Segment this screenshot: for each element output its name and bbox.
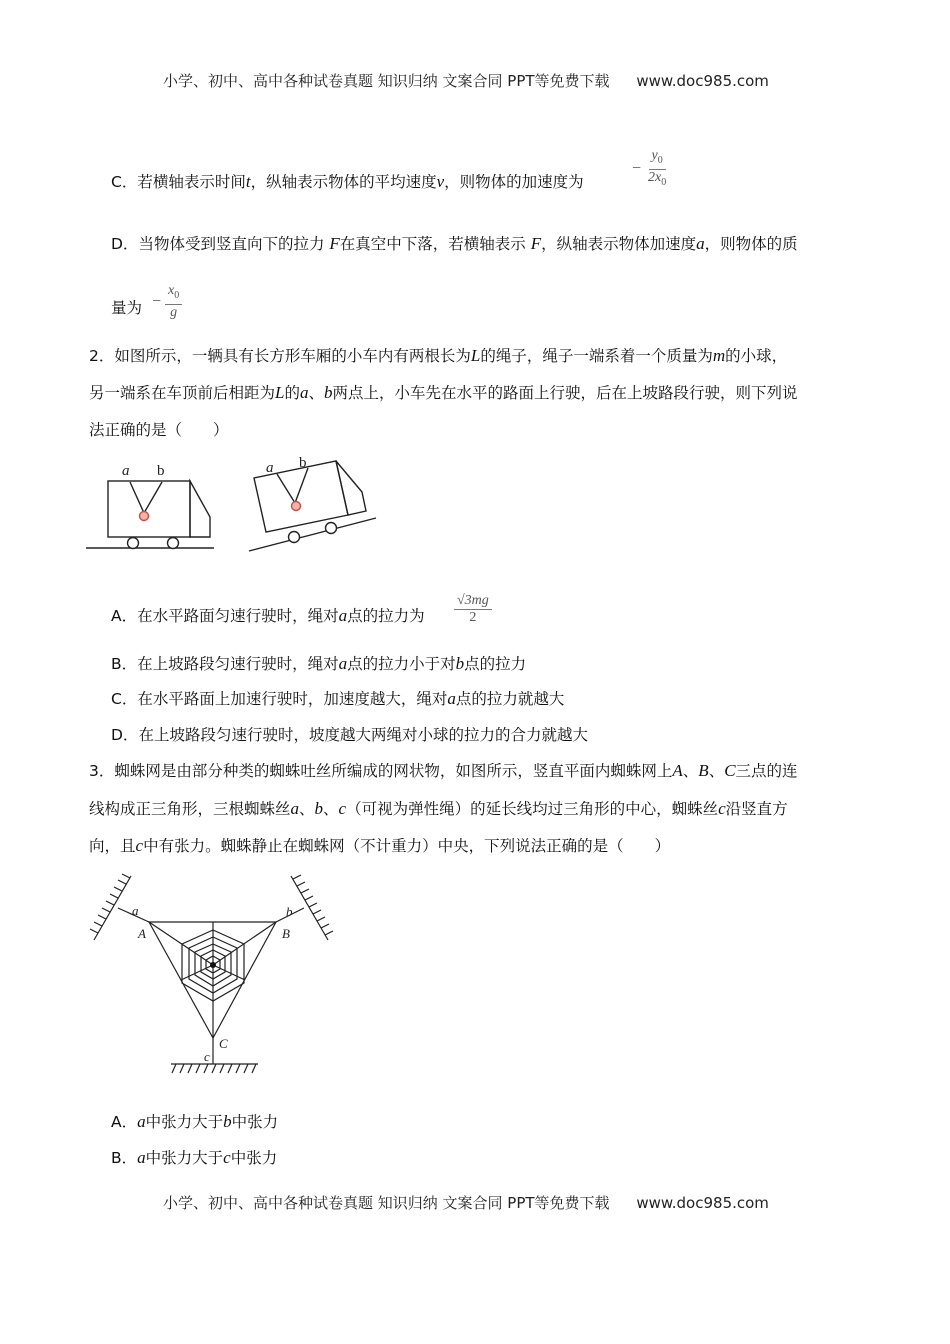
right-wall-hatch — [293, 875, 333, 935]
option-label: A． — [111, 1113, 138, 1131]
numerator: x — [168, 283, 175, 298]
text: 点的拉力就越大 — [455, 690, 565, 708]
text: 在水平路面上加速行驶时，加速度越大，绳对 — [137, 690, 448, 708]
q2-option-d — [111, 725, 588, 745]
q2-option-c — [111, 689, 564, 709]
left-wall-hatch — [90, 874, 130, 933]
text: 沿竖直方 — [725, 800, 788, 818]
subscript: 0 — [174, 289, 180, 301]
page-footer — [163, 1192, 769, 1213]
left-wall — [94, 876, 131, 940]
var: c — [338, 799, 347, 818]
q2-option-a — [111, 606, 425, 626]
option-label: C． — [111, 173, 138, 191]
text: 如图所示，一辆具有长方形车厢的小车内有两根长为 — [114, 347, 471, 365]
var: C — [724, 761, 736, 780]
right-wall — [291, 876, 328, 940]
var: a — [338, 654, 348, 673]
label-point-A: A — [138, 926, 146, 941]
text: ，纵轴表示物体的平均速度 — [250, 173, 437, 191]
label-a: a — [266, 460, 274, 476]
rope-b — [295, 468, 308, 503]
page-header — [163, 70, 769, 91]
text: （可视为弹性绳）的延长线均过三角形的中心，蜘蛛丝 — [346, 800, 719, 818]
minus-sign: − — [632, 160, 642, 178]
var: F — [329, 234, 340, 253]
label-thread-a: a — [132, 903, 139, 918]
header-text: 小学、初中、高中各种试卷真题 知识归纳 文案合同 PPT等免费下载 — [163, 72, 610, 90]
text: 向，且 — [89, 837, 136, 855]
text: ，则物体的质 — [704, 235, 798, 253]
text: 另一端系在车顶前后相距为 — [89, 384, 276, 402]
denominator: 2x — [648, 169, 662, 185]
var: a — [338, 606, 348, 625]
text: 中张力大于 — [145, 1113, 224, 1131]
q3-stem-line3 — [89, 836, 670, 856]
rope-b — [144, 482, 162, 513]
option-label: D． — [111, 726, 139, 744]
q1-c-answer-fraction — [632, 148, 669, 191]
q3-stem-line1 — [89, 761, 798, 781]
q1-option-d-line2 — [111, 298, 142, 318]
text: 、 — [682, 762, 699, 780]
var: m — [712, 346, 726, 365]
var: c — [718, 799, 726, 818]
var: t — [245, 172, 251, 191]
text: 、 — [299, 800, 315, 818]
minus-sign: − — [152, 292, 162, 310]
var: c — [135, 836, 144, 855]
spider — [210, 962, 216, 968]
q2-stem-line1 — [89, 346, 787, 366]
option-label: B． — [111, 655, 138, 673]
text: ，纵轴表示物体加速度 — [541, 235, 697, 253]
var: a — [137, 1112, 146, 1131]
label-point-B: B — [282, 926, 290, 941]
q2-stem-line3 — [89, 420, 229, 440]
flat-cart — [86, 481, 214, 549]
subscript: 0 — [661, 176, 667, 188]
header-site: www.doc985.com — [636, 72, 769, 90]
option-label: C． — [111, 690, 138, 708]
text: 线构成正三角形，三根蜘蛛丝 — [89, 800, 291, 818]
cart-cab — [190, 481, 210, 537]
fraction — [454, 593, 492, 626]
var: b — [455, 654, 465, 673]
label-thread-c: c — [204, 1049, 210, 1064]
denominator: g — [170, 304, 178, 320]
var: b — [223, 1112, 232, 1131]
label-point-C: C — [219, 1036, 228, 1051]
option-label: B． — [111, 1149, 138, 1167]
var: b — [324, 383, 333, 402]
q1-option-c — [111, 172, 584, 192]
text: 蜘蛛网是由部分种类的蜘蛛吐丝所编成的网状物，如图所示，竖直平面内蜘蛛网上 — [114, 762, 673, 780]
text: 、 — [323, 800, 339, 818]
text: 、 — [708, 762, 725, 780]
q2-figure-carts — [86, 455, 386, 565]
ball — [292, 502, 301, 511]
option-label: D． — [111, 235, 139, 253]
text: ，则物体的加速度为 — [444, 173, 584, 191]
q3-option-a — [111, 1112, 278, 1132]
var: a — [300, 383, 309, 402]
var: a — [137, 1148, 146, 1167]
q3-option-b — [111, 1148, 277, 1168]
q1-option-d — [111, 234, 798, 254]
var: a — [447, 689, 456, 708]
text: 中张力 — [230, 1149, 278, 1167]
text: 当物体受到竖直向下的拉力 — [138, 235, 325, 253]
text: 点的拉力为 — [347, 607, 425, 625]
text: 在水平路面匀速行驶时，绳对 — [137, 607, 339, 625]
text: 法正确的是（ ） — [89, 421, 229, 439]
text: 量为 — [111, 299, 143, 317]
fraction — [645, 148, 669, 191]
footer-text: 小学、初中、高中各种试卷真题 知识归纳 文案合同 PPT等免费下载 — [163, 1194, 610, 1212]
text: 中张力大于 — [145, 1149, 224, 1167]
wheel — [128, 538, 139, 549]
text: 两点上，小车先在水平的路面上行驶，后在上坡路段行驶，则下列说 — [332, 384, 798, 402]
var: F — [530, 234, 542, 253]
text: 中张力 — [231, 1113, 279, 1131]
var: v — [436, 172, 445, 191]
q2-option-b — [111, 654, 526, 674]
text: 的小球， — [725, 347, 788, 365]
var: L — [470, 346, 481, 365]
text: 在上坡路段匀速行驶时，绳对 — [137, 655, 339, 673]
var: L — [275, 383, 285, 402]
fraction — [165, 283, 182, 321]
var: a — [696, 234, 705, 253]
wheel — [326, 523, 337, 534]
text: 的绳子，绳子一端系着一个质量为 — [480, 347, 713, 365]
denominator: 2 — [469, 610, 477, 625]
q2-a-answer-fraction — [454, 593, 492, 626]
text: 、 — [308, 384, 325, 402]
label-b: b — [299, 455, 307, 471]
ball — [140, 512, 149, 521]
text: 在上坡路段匀速行驶时，坡度越大两绳对小球的拉力的合力就越大 — [138, 726, 588, 744]
q2-stem-line2 — [89, 383, 798, 403]
text: 若横轴表示时间 — [137, 173, 246, 191]
text: 点的拉力小于对 — [347, 655, 456, 673]
rope-a — [130, 482, 144, 513]
var: b — [314, 799, 324, 818]
web-radials — [149, 922, 276, 1038]
var: c — [223, 1148, 231, 1167]
text: 中有张力。蜘蛛静止在蜘蛛网（不计重力）中央，下列说法正确的是（ ） — [143, 837, 671, 855]
subscript: 0 — [657, 154, 663, 166]
var: a — [290, 799, 300, 818]
text: 三点的连 — [735, 762, 798, 780]
rope-a — [277, 474, 295, 503]
cart-body — [108, 481, 190, 537]
label-thread-b: b — [286, 904, 293, 919]
footer-site: www.doc985.com — [636, 1194, 769, 1212]
text: 点的拉力 — [464, 655, 527, 673]
question-number: 2． — [89, 347, 115, 365]
ground-hatch — [172, 1064, 256, 1073]
q3-stem-line2 — [89, 799, 788, 819]
text: 在真空中下落，若横轴表示 — [339, 235, 526, 253]
label-b: b — [157, 463, 165, 479]
var: B — [698, 761, 709, 780]
numerator: y — [651, 148, 658, 163]
question-number: 3． — [89, 762, 115, 780]
text: 的 — [284, 384, 300, 402]
numerator: √3mg — [454, 593, 492, 610]
option-label: A． — [111, 607, 138, 625]
wheel — [168, 538, 179, 549]
label-a: a — [122, 463, 130, 479]
q1-d-answer-fraction — [152, 283, 182, 321]
q3-figure-spider-web — [86, 868, 346, 1083]
cart-cab — [336, 461, 366, 515]
var: A — [672, 761, 683, 780]
wheel — [289, 532, 300, 543]
